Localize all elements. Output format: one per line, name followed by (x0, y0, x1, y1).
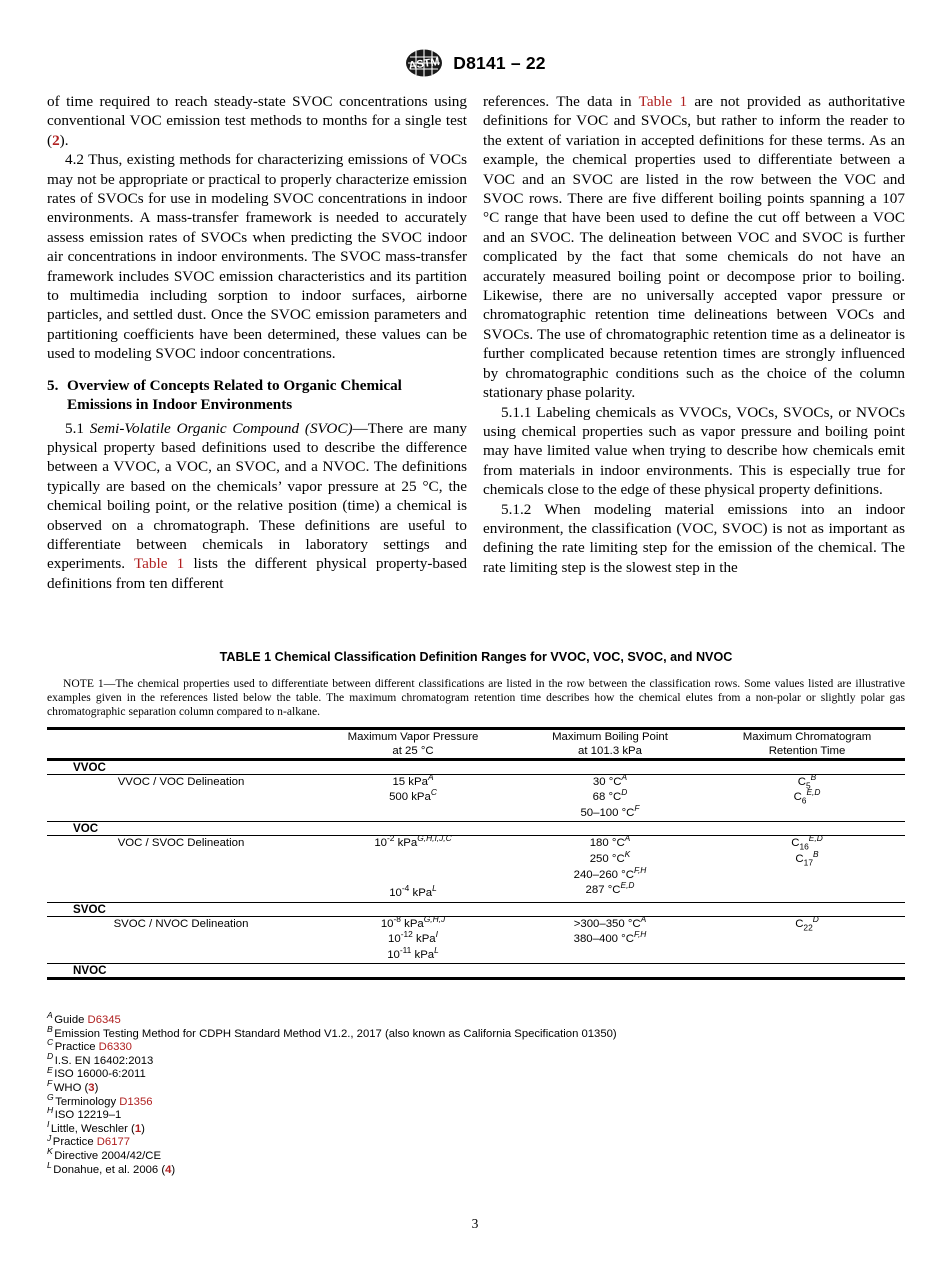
svg-text:ASTM: ASTM (408, 55, 441, 73)
retention-time-svoc-nvoc (709, 913, 905, 964)
vp-value: $10^{-8}$ kPa$^{G,H,J}$ (380, 913, 446, 930)
paragraph-5-1 (47, 419, 467, 594)
header-cell-blank (47, 729, 315, 759)
footnote-F (47, 1078, 747, 1096)
bp-value: 50–100 °C$^F$ (580, 803, 640, 819)
delineation-name-svoc-nvoc: SVOC / NVOC Delineation (113, 917, 249, 930)
header-cell-vapor-pressure (315, 729, 511, 759)
header-cell-boiling-point (511, 729, 709, 759)
paragraph-continued (47, 92, 467, 150)
table-row-voc-svoc (47, 836, 905, 902)
paragraph-references (483, 92, 905, 403)
table-note (47, 677, 905, 720)
class-svoc-c4 (709, 903, 905, 917)
table-1 (47, 727, 905, 981)
footnote-mark-GHJ: G,H,J (423, 913, 446, 924)
bp-value: 180 °C$^A$ (589, 833, 631, 850)
class-row-svoc (47, 903, 905, 917)
para-continued-text-a: of time required to reach steady-state SVOC concentrations using conventional VOC emission test methods to months for a single test ( (47, 93, 467, 149)
citation-ref-2[interactable]: 2 (52, 131, 60, 149)
class-voc-c4 (709, 822, 905, 836)
class-voc-c3 (511, 822, 709, 836)
table-1-block (47, 650, 905, 980)
footnote-mark-K: K (624, 849, 631, 860)
footnote-mark-C: C (430, 787, 437, 798)
footnote-text: Guide (54, 1014, 88, 1026)
class-nvoc-c4 (709, 964, 905, 978)
footnote-text: Practice (52, 1136, 97, 1149)
footnote-text: ISO 12219–1 (54, 1109, 122, 1122)
footnote-H (47, 1105, 747, 1123)
footnote-mark: H (47, 1105, 54, 1116)
retention-time-voc-svoc (709, 833, 905, 902)
footnote-text: Little, Weschler ( (50, 1122, 135, 1135)
bp-value: 240–260 °C$^{F,H}$ (573, 864, 647, 881)
footnote-mark-L: L (434, 944, 439, 955)
footnote-link[interactable]: D6330 (98, 1041, 132, 1054)
class-nvoc-c2 (315, 964, 511, 978)
class-voc-c2 (315, 822, 511, 836)
footnote-suffix: ) (94, 1081, 99, 1094)
class-svoc-c2 (315, 903, 511, 917)
footnote-mark-A: A (621, 771, 628, 782)
class-vvoc-c3 (511, 760, 709, 774)
footnote-G (47, 1091, 747, 1110)
footnote-mark: D (47, 1051, 54, 1062)
delineation-name-vvoc-voc: VVOC / VOC Delineation (117, 775, 245, 788)
boiling-point-voc-svoc (511, 833, 709, 902)
vapor-pressure-svoc-nvoc (315, 913, 511, 964)
vp-value: $10^{-11}$ kPa$^L$ (387, 944, 439, 961)
footnote-mark-L: L (432, 883, 437, 894)
footnote-mark-FH: F,H (633, 864, 647, 875)
footnote-mark-A: A (427, 771, 434, 782)
section-title-5: Overview of Concepts Related to Organic Chemical Emissions in Indoor Environments (67, 376, 402, 414)
vp-value: $10^{-2}$ kPa$^{G,H,I,J,C}$ (374, 833, 452, 850)
para-5-1-body-1: —There are many physical property based definitions used to describe the difference between a VVOC, a VOC, an SVOC, and a NVOC. The definitions typically are based on the chemicals’ vapor pressure at 25 °C, the chemical boiling point, or the relative position (time) a chemical is observed on a chromatograph. These definitions are useful to differentiate between chemicals in laboratory settings and experiments. (47, 419, 468, 573)
footnote-D (47, 1051, 747, 1069)
vp-value: 500 kPa$^C$ (389, 787, 437, 804)
class-nvoc-c3 (511, 964, 709, 978)
header-bp-line2: at 101.3 kPa (578, 744, 642, 757)
right-column (483, 92, 905, 577)
vp-value-trailing: $10^{-4}$ kPa$^L$ (389, 883, 437, 899)
footnote-mark-ED: E,D (806, 787, 821, 798)
delineation-name-voc-svoc: VOC / SVOC Delineation (117, 837, 245, 850)
table-1-link-right[interactable]: Table 1 (638, 93, 688, 110)
class-label-svoc: SVOC (73, 902, 106, 916)
footnote-link[interactable]: 4 (165, 1163, 172, 1176)
footnote-E (47, 1064, 747, 1082)
footnote-text: ISO 16000-6:2011 (54, 1068, 146, 1081)
para-5-1-number: 5.1 (65, 419, 84, 437)
footnote-text: WHO ( (53, 1081, 89, 1094)
astm-logo-icon (404, 48, 444, 78)
class-svoc-c3 (511, 903, 709, 917)
rt-value: $C_5^B$ (797, 771, 817, 790)
rule-bottom (47, 978, 905, 980)
page-header (0, 48, 950, 82)
header-bp-line1: Maximum Boiling Point (552, 730, 668, 743)
header-rt-line2: Retention Time (768, 744, 846, 757)
table-1-link-left[interactable]: Table 1 (133, 555, 185, 573)
table-row-svoc-nvoc (47, 917, 905, 964)
bp-value: 250 °C$^K$ (589, 849, 631, 865)
class-vvoc-c4 (709, 760, 905, 774)
class-label-nvoc: NVOC (73, 964, 107, 978)
footnote-B (47, 1023, 747, 1042)
rt-value: $C_{22}^D$ (795, 913, 819, 932)
footnote-mark: K (47, 1146, 53, 1157)
section-number-5: 5. (47, 376, 59, 394)
paragraph-4-2: 4.2 Thus, existing methods for characterizing emissions of VOCs may not be appropriate or practical to properly characterize emission rates of SVOCs for use in modeling SVOC concentrations in indoor environments. A mass-transfer framework is needed to accurately assess emission rates of SVOCs when predicting the SVOC indoor air concentrations in indoor environments. The SVOC mass-transfer framework includes SVOC emission characteristics and its partition to multimedia including sorption to indoor surfaces, airborne particles, and settled dust. Once the SVOC emission parameters and partitioning coefficients have been determined, these values can be used to modeling SVOC indoor concentrations. (47, 151, 467, 363)
page-number: 3 (471, 1216, 479, 1231)
section-heading-5 (47, 376, 467, 415)
footnote-mark-ED: E,D (620, 880, 635, 891)
bp-value: 380–400 °C$^{F,H}$ (573, 929, 647, 946)
footnote-link[interactable]: 3 (88, 1081, 95, 1094)
rt-value: $C_{16}^{E,D}$ (791, 833, 823, 852)
footnote-text: Terminology (55, 1095, 120, 1108)
footnote-mark: E (47, 1064, 53, 1075)
vp-spacer (315, 852, 511, 886)
class-row-voc (47, 822, 905, 836)
class-label-vvoc: VVOC (73, 760, 106, 774)
footnote-mark-I: I (435, 929, 438, 940)
footnote-text: Practice (54, 1041, 99, 1054)
class-vvoc-c2 (315, 760, 511, 774)
paragraph-5-1-2: 5.1.2 When modeling material emissions into an indoor environment, the classification (VOC, SVOC) is not as important as defining the rate limiting step for the emission of the chemical. The rate limiting step is the slowest step in the (483, 500, 905, 576)
footnote-text: Directive 2004/42/CE (54, 1149, 161, 1162)
footnote-mark-D: D (812, 913, 819, 924)
paragraph-5-1-1: 5.1.1 Labeling chemicals as VVOCs, VOCs, SVOCs, or NVOCs using chemical properties such as vapor pressure and boiling point may have limited value when trying to describe how chemicals emit from materials in indoor environments. This is especially true for chemicals close to the edge of these physical property definitions. (483, 403, 905, 499)
footnote-mark: J (47, 1132, 52, 1143)
class-row-nvoc (47, 964, 905, 978)
footnote-mark: F (47, 1078, 53, 1089)
bp-value: 30 °C$^A$ (592, 771, 628, 788)
footnote-A (47, 1010, 747, 1028)
note-text: —The chemical properties used to differentiate between different classifications are listed in the row between the classification rows. Some values listed are illustrative examples given in the references listed below the table. The maximum chromatogram retention time describes how the chemical elutes from a non-polar or slightly polar gas chromatographic separation column compared to n-alkane. (47, 677, 905, 719)
standard-designation: D8141 – 22 (453, 52, 546, 73)
boiling-point-vvoc-voc (511, 771, 709, 822)
footnote-text: Emission Testing Method for CDPH Standard Method V1.2., 2017 (also known as California Specification 01350) (54, 1027, 617, 1040)
table-caption: TABLE 1 Chemical Classification Definition Ranges for VVOC, VOC, SVOC, and NVOC (219, 650, 733, 664)
footnote-mark-B: B (810, 771, 817, 782)
vapor-pressure-vvoc-voc (315, 771, 511, 822)
footnote-link[interactable]: 1 (134, 1122, 142, 1135)
footnote-J (47, 1132, 747, 1150)
footnote-K (47, 1146, 747, 1164)
bp-value: >300–350 °C$^A$ (573, 913, 647, 930)
footnote-suffix: ) (141, 1122, 145, 1135)
footnote-mark-FH: F,H (633, 929, 647, 940)
footnote-L (47, 1159, 747, 1178)
table-header-row (47, 729, 905, 759)
footnote-mark-A: A (640, 913, 647, 924)
note-label: NOTE 1 (63, 677, 104, 690)
footnote-mark: B (47, 1023, 53, 1034)
para-top-after: are not provided as authoritative definitions for VOC and SVOCs, but rather to inform the reader to the extent of variation in accepted definitions for these terms. As an example, the chemical properties used to differentiate between a VOC and an SVOC are listed in the row between the VOC and SVOC rows. There are five different boiling points spanning a 107 °C range that have been used to define the cut off between a VOC and an SVOC. The delineation between VOC and SVOC is further complicated by the fact that some chemicals do not have an accurately measured boiling point or decompose prior to boiling. Likewise, there are no universally accepted vapor pressure or chromatographic retention time delineations between VOCs and SVOCs. The use of chromatographic retention time as a delineator is further complicated because retention times are strongly influenced by chromatographic conditions such as the choice of the column stationary phase polarity. (483, 93, 905, 402)
table-footnotes (47, 1010, 747, 1177)
footnote-text: I.S. EN 16402:2013 (54, 1054, 154, 1067)
para-5-1-body-2: lists the different physical property-based definitions from ten different (47, 555, 467, 592)
rule-bottom-cell (47, 978, 905, 980)
class-row-vvoc (47, 760, 905, 774)
bp-value: 68 °C$^D$ (592, 787, 628, 804)
rt-value: $C_{17}^B$ (795, 849, 819, 868)
header-cell-retention-time (709, 729, 905, 759)
footnote-mark-ED: E,D (808, 833, 823, 844)
rt-value: $C_6^{E,D}$ (793, 787, 821, 806)
footnote-suffix: ) (171, 1163, 176, 1176)
header-vp-line2: at 25 °C (392, 744, 434, 757)
left-column (47, 92, 467, 593)
header-rt-line1: Maximum Chromatogram (742, 730, 872, 743)
footnote-mark: C (47, 1037, 54, 1048)
footnote-link[interactable]: D1356 (119, 1095, 153, 1108)
bp-value: 287 °C$^{E,D}$ (585, 880, 635, 897)
boiling-point-svoc-nvoc (511, 913, 709, 964)
footnote-text: Donahue, et al. 2006 ( (53, 1163, 166, 1176)
para-top-before: references. The data in (483, 93, 639, 110)
footnote-mark-F: F (634, 803, 640, 813)
retention-time-vvoc-voc (709, 771, 905, 822)
footnote-mark-A: A (624, 833, 631, 844)
vapor-pressure-voc-svoc (315, 833, 511, 902)
footnote-mark: I (47, 1118, 50, 1129)
footnote-I (47, 1118, 747, 1137)
footnote-mark-B: B (812, 849, 819, 860)
vp-value: 15 kPa$^A$ (392, 771, 434, 788)
footnote-mark: L (47, 1159, 52, 1170)
footnote-mark-GHIJC: G,H,I,J,C (417, 833, 452, 844)
footnote-link[interactable]: D6345 (87, 1014, 121, 1026)
footnote-mark: A (47, 1010, 53, 1021)
para-continued-text-b: ). (59, 131, 69, 149)
table-row-vvoc-voc (47, 775, 905, 822)
footnote-link[interactable]: D6177 (96, 1136, 131, 1149)
footnote-C (47, 1037, 747, 1055)
class-label-voc: VOC (73, 822, 99, 836)
para-5-1-term: Semi-Volatile Organic Compound (SVOC) (89, 419, 353, 437)
footnote-mark: G (47, 1091, 54, 1102)
header-vp-line1: Maximum Vapor Pressure (347, 730, 479, 743)
vp-value: $10^{-12}$ kPa$^I$ (388, 929, 438, 946)
footnote-mark-D: D (621, 787, 628, 798)
